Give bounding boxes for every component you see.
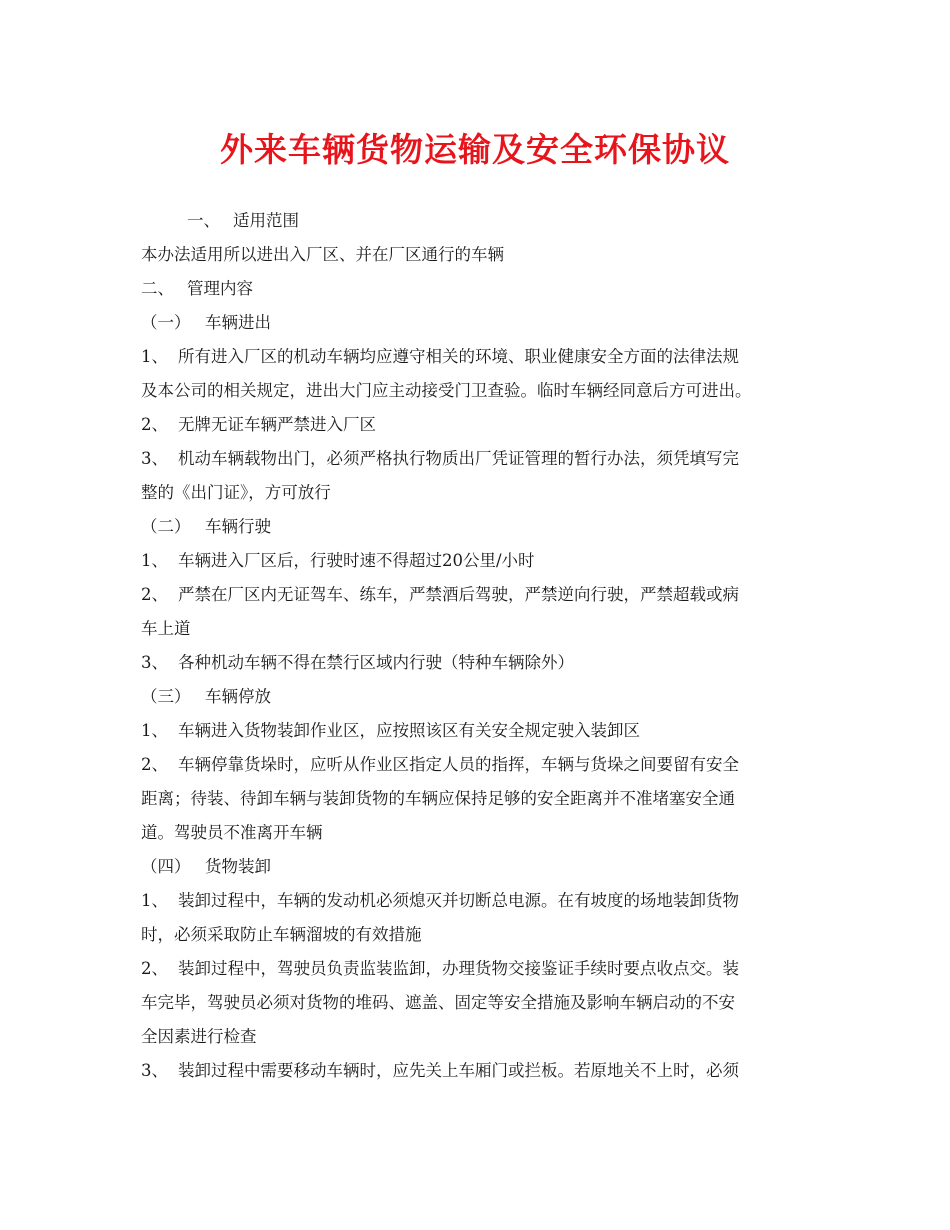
item-text: 严禁在厂区内无证驾车、练车，严禁酒后驾驶，严禁逆向行驶，严禁超载或病 <box>178 585 739 604</box>
item-number: 3、 <box>141 449 168 468</box>
paragraph-line <box>141 986 841 1020</box>
item-text: 车辆进入厂区后，行驶时速不得超过20公里/小时 <box>178 551 535 570</box>
section-heading <box>141 272 841 306</box>
paragraph-text: 时，必须采取防止车辆溜坡的有效措施 <box>141 925 422 944</box>
item-text: 机动车辆载物出门，必须严格执行物质出厂凭证管理的暂行办法，须凭填写完 <box>178 449 739 468</box>
paragraph-text: 整的《出门证》，方可放行 <box>141 483 331 502</box>
list-item <box>141 1054 841 1088</box>
paragraph-text: 及本公司的相关规定，进出大门应主动接受门卫查验。临时车辆经同意后方可进出。 <box>141 381 752 400</box>
paragraph-text: 车完毕，驾驶员必须对货物的堆码、遮盖、固定等安全措施及影响车辆启动的不安 <box>141 993 735 1012</box>
document-title: 外来车辆货物运输及安全环保协议 <box>220 130 730 169</box>
list-item <box>141 340 841 374</box>
paragraph-line <box>141 374 841 408</box>
list-item <box>141 408 841 442</box>
item-number: 1、 <box>141 891 168 910</box>
list-item <box>141 748 841 782</box>
paragraph-line <box>141 238 841 272</box>
subsection-number: （三） <box>141 687 191 706</box>
list-item <box>141 442 841 476</box>
section-number: 一、 <box>187 211 220 230</box>
subsection-number: （四） <box>141 857 191 876</box>
subsection-number: （一） <box>141 313 191 332</box>
document-body <box>141 204 841 1088</box>
item-number: 1、 <box>141 347 168 366</box>
item-text: 各种机动车辆不得在禁行区域内行驶（特种车辆除外） <box>178 653 574 672</box>
paragraph-line <box>141 782 841 816</box>
item-text: 无牌无证车辆严禁进入厂区 <box>178 415 376 434</box>
subsection-number: （二） <box>141 517 191 536</box>
item-number: 2、 <box>141 585 168 604</box>
section-heading <box>141 204 841 238</box>
item-text: 车辆停靠货垛时，应听从作业区指定人员的指挥，车辆与货垛之间要留有安全 <box>178 755 739 774</box>
item-number: 2、 <box>141 755 168 774</box>
subsection-heading <box>141 306 841 340</box>
section-number: 二、 <box>141 279 174 298</box>
item-text: 装卸过程中，驾驶员负责监装监卸，办理货物交接鉴证手续时要点收点交。装 <box>178 959 739 978</box>
item-text: 装卸过程中需要移动车辆时，应先关上车厢门或拦板。若原地关不上时，必须 <box>178 1061 739 1080</box>
item-number: 3、 <box>141 1061 168 1080</box>
item-number: 2、 <box>141 959 168 978</box>
paragraph-text: 道。驾驶员不准离开车辆 <box>141 823 323 842</box>
paragraph-text: 距离；待装、待卸车辆与装卸货物的车辆应保持足够的安全距离并不准堵塞安全通 <box>141 789 735 808</box>
list-item <box>141 952 841 986</box>
item-text: 所有进入厂区的机动车辆均应遵守相关的环境、职业健康安全方面的法律法规 <box>178 347 739 366</box>
paragraph-text: 本办法适用所以进出入厂区、并在厂区通行的车辆 <box>141 245 504 264</box>
subsection-title: 货物装卸 <box>205 857 271 876</box>
list-item <box>141 714 841 748</box>
section-title: 适用范围 <box>233 211 299 230</box>
paragraph-line <box>141 1020 841 1054</box>
subsection-title: 车辆行驶 <box>205 517 271 536</box>
item-number: 3、 <box>141 653 168 672</box>
paragraph-text: 全因素进行检查 <box>141 1027 257 1046</box>
item-text: 车辆进入货物装卸作业区，应按照该区有关安全规定驶入装卸区 <box>178 721 640 740</box>
subsection-heading <box>141 680 841 714</box>
item-number: 2、 <box>141 415 168 434</box>
paragraph-line <box>141 612 841 646</box>
subsection-heading <box>141 850 841 884</box>
subsection-title: 车辆停放 <box>205 687 271 706</box>
paragraph-line <box>141 918 841 952</box>
list-item <box>141 646 841 680</box>
item-text: 装卸过程中，车辆的发动机必须熄灭并切断总电源。在有坡度的场地装卸货物 <box>178 891 739 910</box>
section-title: 管理内容 <box>187 279 253 298</box>
paragraph-text: 车上道 <box>141 619 191 638</box>
item-number: 1、 <box>141 551 168 570</box>
subsection-heading <box>141 510 841 544</box>
list-item <box>141 544 841 578</box>
paragraph-line <box>141 816 841 850</box>
subsection-title: 车辆进出 <box>205 313 271 332</box>
item-number: 1、 <box>141 721 168 740</box>
list-item <box>141 578 841 612</box>
list-item <box>141 884 841 918</box>
paragraph-line <box>141 476 841 510</box>
